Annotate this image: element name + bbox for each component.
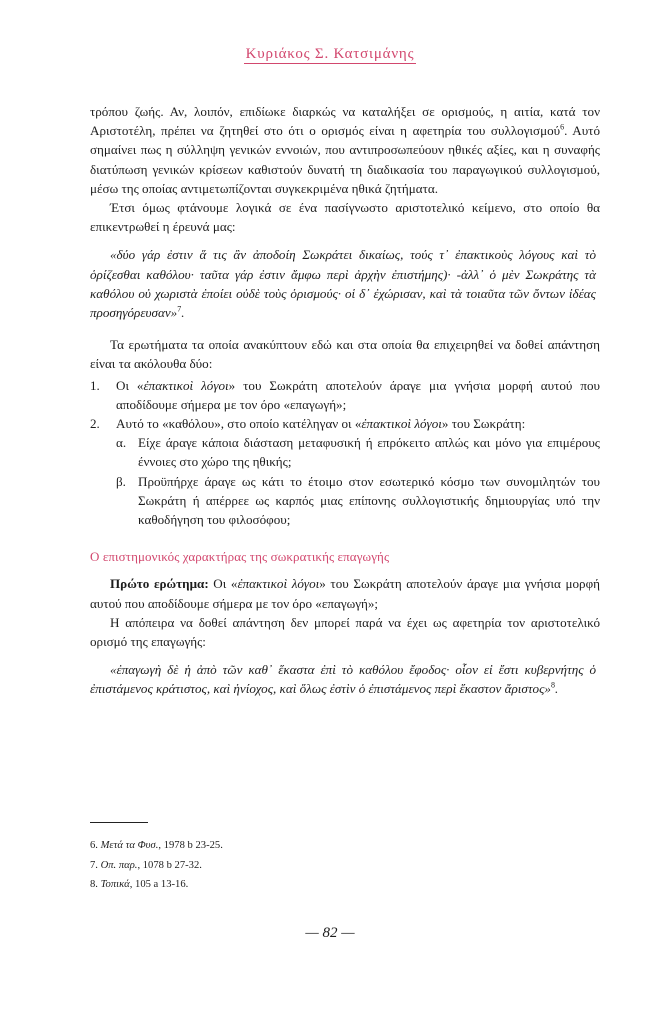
footnote-8-source: Τοπικά xyxy=(100,879,130,890)
running-head xyxy=(0,46,660,63)
footnote-ref-8: 8 xyxy=(550,681,555,691)
paragraph-1 xyxy=(90,102,600,198)
question-2-subitems xyxy=(116,433,600,529)
question-2-sub-a xyxy=(116,433,600,471)
footnote-6-number: 6. xyxy=(90,840,101,851)
quotation-metaphysics-text: «δύο γάρ ἐστιν ἅ τις ἂν ἀποδοίη Σωκράτει δικαίως, τούς τ᾽ ἐπακτικοὺς λόγους καὶ τὸ ὁρίζεσθαι καθόλου· ταῦτα γάρ ἐστιν ἄμφω περὶ ἀρχὴν ἐπιστήμης)· -ἀλλ᾽ ὁ μὲν Σωκράτης τὰ καθόλου οὐ χωριστὰ ἐποίει οὐδὲ τοὺς ὁρισμούς· οἱ δ᾽ ἐχώρισαν, καὶ τὰ τοιαῦτα τῶν ὄντων ἰδέας προσηγόρευσαν» xyxy=(90,247,596,321)
quotation-topics-text: «ἐπαγωγὴ δὲ ἡ ἀπὸ τῶν καθ᾽ ἕκαστα ἐπὶ τὸ καθόλου ἔφοδος· οἷον εἰ ἔστι κυβερνήτης ὁ ἐπιστάμενος κράτιστος, καὶ ἡνίοχος, καὶ ὅλως ἐστὶν ὁ ἐπιστάμενος περὶ ἕκαστον ἄριστος» xyxy=(90,662,596,697)
page-number: — 82 — xyxy=(305,925,355,941)
sub-a-text: Είχε άραγε κάποια διάσταση μεταφυσική ή επρόκειτο απλώς και μόνο για επιμέρους έννοιες στο χώρο της ηθικής; xyxy=(138,435,600,470)
question-list xyxy=(90,376,600,530)
footnote-divider xyxy=(90,822,148,823)
question-2-post: » του Σωκράτη: xyxy=(441,416,526,432)
question-1-post: » του Σωκράτη αποτελούν άραγε μια γνήσια μορφή αυτού που αποδίδουμε σήμερα με τον όρο «επαγωγή»; xyxy=(116,377,600,412)
question-1-term: ἐπακτικοὶ λόγοι xyxy=(143,377,229,393)
footnote-ref-6: 6 xyxy=(560,122,565,132)
question-1-number: 1. xyxy=(90,377,100,393)
paragraph-4 xyxy=(90,574,600,612)
quotation-topics xyxy=(90,660,600,698)
question-2-pre: Αυτό το «καθόλου», στο οποίο κατέληγαν οι « xyxy=(116,416,362,432)
question-1-pre: Οι « xyxy=(116,377,144,393)
sub-b-text: Προϋπήρχε άραγε ως κάτι το έτοιμο στον εσωτερικό κόσμο των συνομιλητών του Σωκράτη ή απέρρεε ως καρπός μιας επίπονης συλλογιστικής δημιουργίας υπό την καθοδήγηση του φιλοσόφου; xyxy=(138,473,600,528)
footnote-ref-7: 7 xyxy=(177,304,182,314)
paragraph-3: Τα ερωτήματα τα οποία ανακύπτουν εδώ και στα οποία θα επιχειρηθεί να δοθεί απάντηση είναι τα ακόλουθα δύο: xyxy=(90,337,600,372)
paragraph-4-pre: Οι « xyxy=(208,576,238,592)
question-2-sub-b xyxy=(116,472,600,530)
paragraph-1-text: τρόπου ζωής. Αν, λοιπόν, επιδίωκε διαρκώς να καταλήξει σε ορισμούς, η αιτία, κατά τον Αριστοτέλη, πρέπει να ζητηθεί στο ότι ο ορισμός είναι η αφετηρία του συλλογισμού xyxy=(90,104,600,139)
sub-b-marker: β. xyxy=(116,473,126,489)
footnotes xyxy=(90,836,490,895)
paragraph-4-term: ἐπακτικοὶ λόγοι xyxy=(237,576,320,592)
section-heading: Ο επιστημονικός χαρακτήρας της σωκρατικής επαγωγής xyxy=(90,549,390,565)
question-2-number: 2. xyxy=(90,416,100,432)
running-head-author: Κυριάκος Σ. Κατσιμάνης xyxy=(245,46,415,62)
footnote-7 xyxy=(90,856,490,876)
first-question-label: Πρώτο ερώτημα: xyxy=(110,576,209,592)
footnote-6-source: Μετά τα Φυσ. xyxy=(100,840,159,851)
footnote-6-location: , 1978 b 23-25. xyxy=(158,840,223,851)
footnote-8 xyxy=(90,875,490,895)
footnote-6 xyxy=(90,836,490,856)
question-2 xyxy=(90,414,600,529)
footnote-7-source: Οπ. παρ. xyxy=(100,859,138,871)
footnote-7-location: , 1078 b 27-32. xyxy=(137,859,202,871)
footnote-8-location: , 105 a 13-16. xyxy=(129,879,189,890)
paragraph-2: Έτσι όμως φτάνουμε λογικά σε ένα πασίγνωστο αριστοτελικό κείμενο, στο οποίο θα επικεντρωθεί η έρευνά μας: xyxy=(90,200,600,235)
footnote-8-number: 8. xyxy=(90,879,101,890)
main-text xyxy=(90,102,600,712)
quotation-metaphysics-tail: . xyxy=(181,305,185,321)
quotation-metaphysics xyxy=(90,245,600,322)
footnote-7-number: 7. xyxy=(90,859,101,871)
sub-a-marker: α. xyxy=(116,435,127,451)
paragraph-1-tail: . Αυτό σημαίνει πως η σύλληψη γενικών εννοιών, που αντιπροσωπεύουν ηθικές αξίες, και η συναφής διατύπωση γενικών κρίσεων καθιστούν δυνατή τη διαδικασία του παραγωγικού συλλογισμού, μέσω της οποίας αντιμετωπίζονται συγκεκριμένα ηθικά ζητήματα. xyxy=(90,123,600,196)
quotation-topics-tail: . xyxy=(554,681,559,697)
question-2-term: ἐπακτικοὶ λόγοι xyxy=(361,416,442,432)
question-1 xyxy=(90,376,600,414)
paragraph-5: Η απόπειρα να δοθεί απάντηση δεν μπορεί παρά να έχει ως αφετηρία τον αριστοτελικό ορισμό της επαγωγής: xyxy=(90,614,600,650)
paragraph-4-post: » του Σωκράτη αποτελούν άραγε μια γνήσια μορφή αυτού που αποδίδουμε σήμερα με τον όρο «επαγωγή»; xyxy=(90,576,600,611)
